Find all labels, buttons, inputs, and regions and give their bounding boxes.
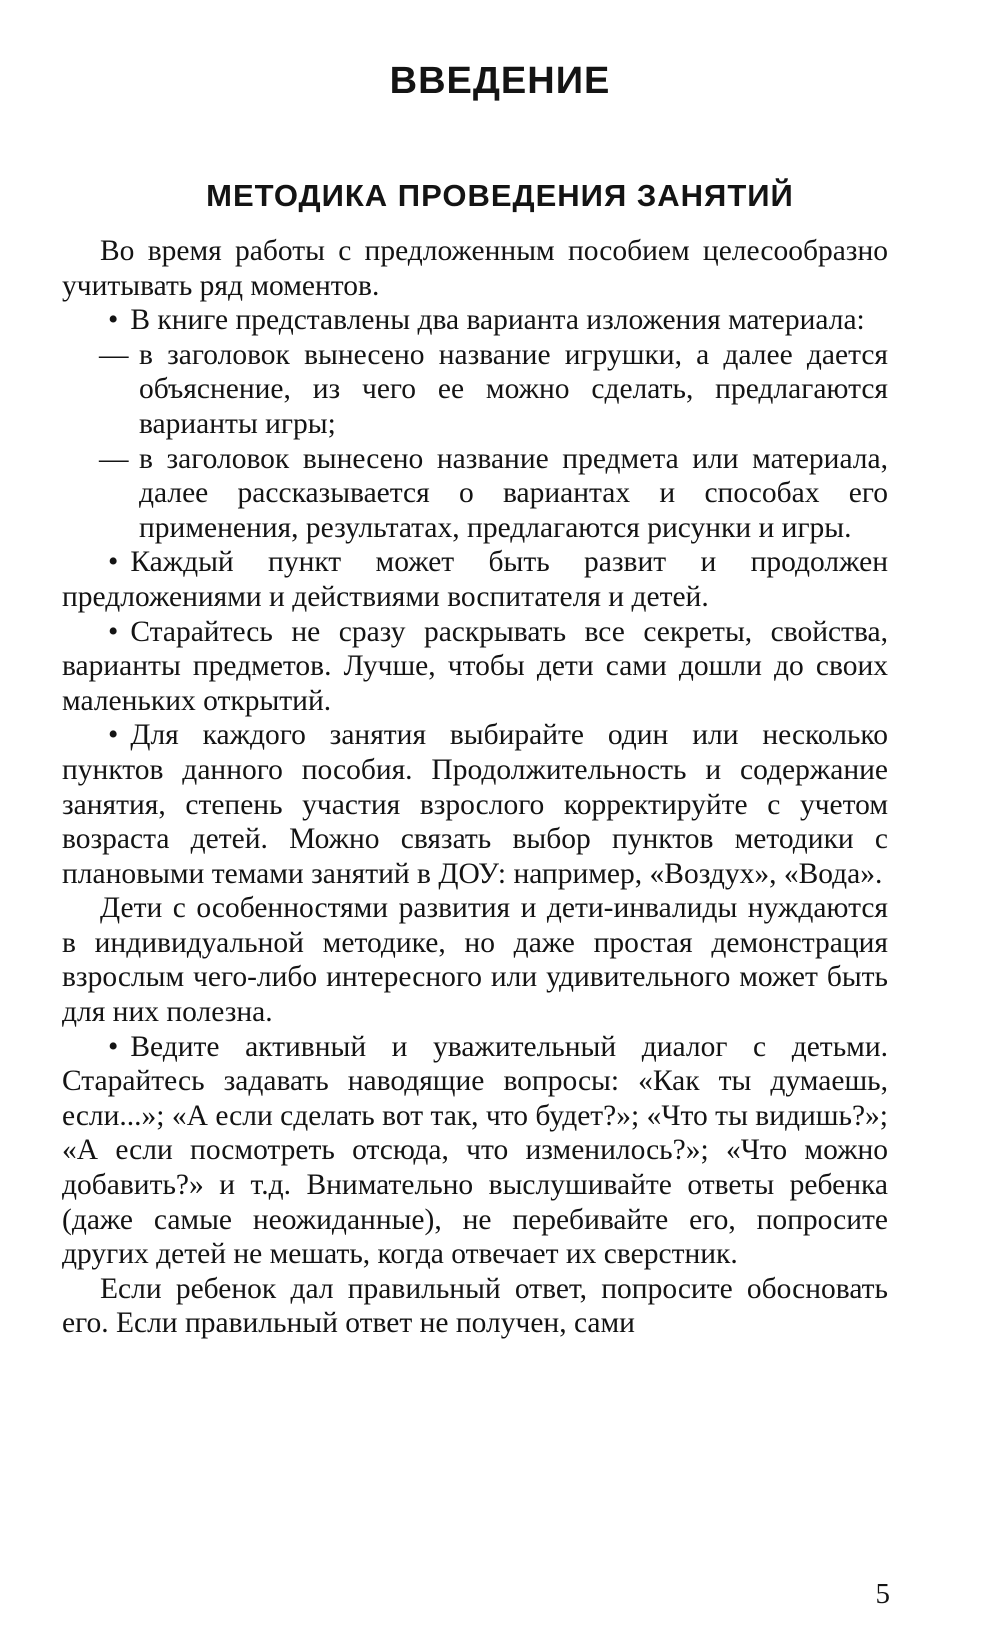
dash-marker: — xyxy=(99,442,129,475)
bullet-paragraph-development xyxy=(62,545,888,614)
paragraph-text: Ведите активный и уважительный диалог с детьми. Старайтесь задавать наводящие вопросы: «Как ты думаешь, если...»; «А если сделать вот так, что будет?»; «Что ты видишь?»; «А если посмотреть отсюда, что изменилось?»; «Что можно добавить?» и т.д. Внимательно выслушивайте ответы ребенка (даже самые неожиданные), не перебивайте его, попросите других детей не мешать, когда отвечает их сверстник. xyxy=(62,1030,888,1271)
bullet-marker: • xyxy=(108,546,119,579)
dash-item-text: в заголовок вынесено название игрушки, а далее дается объяснение, из чего ее можно сделать, предлагаются варианты игры; xyxy=(139,338,888,440)
paragraph-text: Для каждого занятия выбирайте один или несколько пунктов данного пособия. Продолжительность и содержание занятия, степень участия взрослого корректируйте с учетом возраста детей. Можно связать выбор пунктов методики с плановыми темами занятий в ДОУ: например, «Воздух», «Вода». xyxy=(62,719,888,890)
paragraph-text: Каждый пункт может быть развит и продолжен предложениями и действиями воспитателя и детей. xyxy=(62,546,888,613)
dash-item-toy xyxy=(62,338,888,442)
dash-item-text: в заголовок вынесено название предмета или материала, далее рассказывается о вариантах и способах его применения, результатах, предлагаются рисунки и игры. xyxy=(139,442,888,544)
page-number: 5 xyxy=(875,1578,890,1610)
paragraph-intro: Во время работы с предложенным пособием целесообразно учитывать ряд моментов. xyxy=(62,235,888,302)
paragraph-answers: Если ребенок дал правильный ответ, попросите обосновать его. Если правильный ответ не получен, сами xyxy=(62,1272,888,1340)
bullet-marker: • xyxy=(108,719,119,752)
bullet-paragraph-lessons xyxy=(62,718,888,891)
paragraph-text: Старайтесь не сразу раскрывать все секреты, свойства, варианты предметов. Лучше, чтобы дети сами дошли до своих маленьких открытий. xyxy=(62,615,888,717)
bullet-marker: • xyxy=(108,1030,119,1063)
paragraph-special-needs: Дети с особенностями развития и дети-инвалиды нуждаются в индивидуальной методике, но даже простая демонстрация взрослым чего-либо интересного или удивительного может быть для них полезна. xyxy=(62,892,888,1029)
bullet-paragraph-dialogue xyxy=(62,1030,888,1272)
bullet-paragraph-variants xyxy=(62,303,888,338)
chapter-title: ВВЕДЕНИЕ xyxy=(389,60,611,102)
paragraph-text: В книге представлены два варианта изложения материала: xyxy=(130,304,865,337)
section-title: МЕТОДИКА ПРОВЕДЕНИЯ ЗАНЯТИЙ xyxy=(206,178,794,213)
bullet-paragraph-secrets xyxy=(62,615,888,719)
body-text xyxy=(62,234,888,1341)
bullet-marker: • xyxy=(108,304,119,337)
dash-marker: — xyxy=(99,338,129,371)
bullet-marker: • xyxy=(108,615,119,648)
dash-item-material xyxy=(62,442,888,546)
